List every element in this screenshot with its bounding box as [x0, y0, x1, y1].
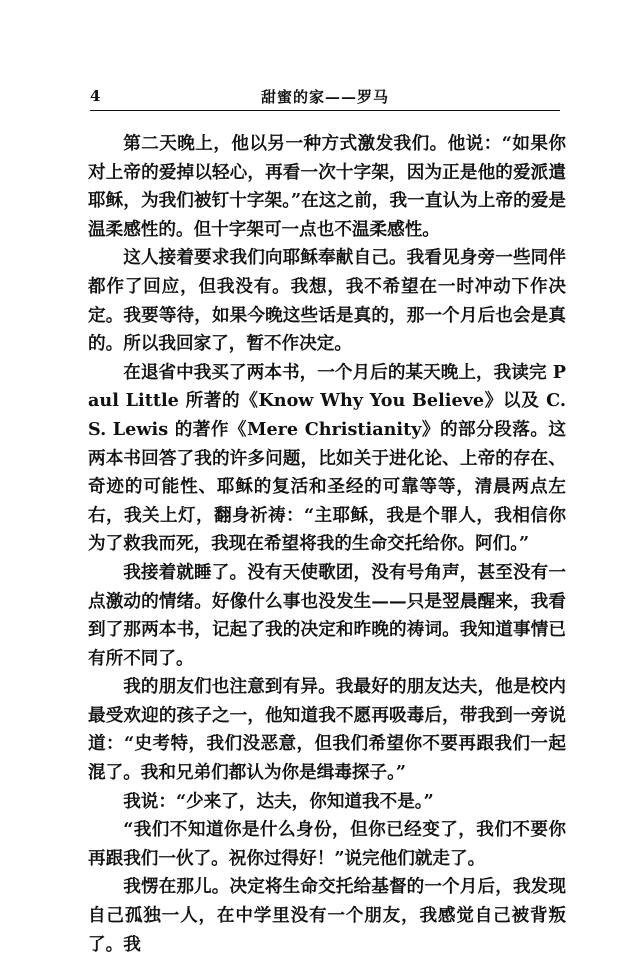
page-header	[90, 84, 560, 111]
body-text	[88, 130, 566, 959]
paragraph: 我的朋友们也注意到有异。我最好的朋友达夫，他是校内最受欢迎的孩子之一，他知道我不愿再吸毒后，带我到一旁说道：“史考特，我们没恶意，但我们希望你不要再跟我们一起混了。我和兄弟们都认为你是缉毒探子。”	[88, 676, 566, 784]
paragraph: “我们不知道你是什么身份，但你已经变了，我们不要你再跟我们一伙了。祝你过得好！”说完他们就走了。	[88, 819, 566, 869]
page-number: 4	[90, 87, 101, 105]
paragraph: 第二天晚上，他以另一种方式激发我们。他说：“如果你对上帝的爱掉以轻心，再看一次十字架，因为正是他的爱派遣耶稣，为我们被钉十字架。”在这之前，我一直认为上帝的爱是温柔感性的。但十字架可一点也不温柔感性。	[88, 133, 566, 240]
paragraph: 我接着就睡了。没有天使歌团，没有号角声，甚至没有一点激动的情绪。好像什么事也没发生——只是翌晨醒来，我看到了那两本书，记起了我的决定和昨晚的祷词。我知道事情已有所不同了。	[88, 561, 566, 669]
paragraph: 这人接着要求我们向耶稣奉献自己。我看见身旁一些同伴都作了回应，但我没有。我想，我不希望在一时冲动下作决定。我要等待，如果今晚这些话是真的，那一个月后也会是真的。所以我回家了，暂不作决定。	[88, 247, 566, 355]
paragraph: 在退省中我买了两本书，一个月后的某天晚上，我读完 Paul Little 所著的《Know Why You Believe》以及 C. S. Lewis 的著作《Mere Christianity》的部分段落。这两本书回答了我的许多问题，比如关于进化论、上帝的存在、奇迹的可能性、耶稣的复活和圣经的可靠等等，清晨两点左右，我关上灯，翻身祈祷：“主耶稣，我是个罪人，我相信你为了救我而死，我现在希望将我的生命交托给你。阿们。”	[88, 361, 566, 555]
paragraph: 我说：“少来了，达夫，你知道我不是。”	[123, 790, 434, 812]
running-title: 甜蜜的家——罗马	[260, 88, 389, 106]
paragraph: 我愣在那儿。决定将生命交托给基督的一个月后，我发现自己孤独一人，在中学里没有一个朋友，我感觉自己被背叛了。我	[88, 876, 566, 955]
